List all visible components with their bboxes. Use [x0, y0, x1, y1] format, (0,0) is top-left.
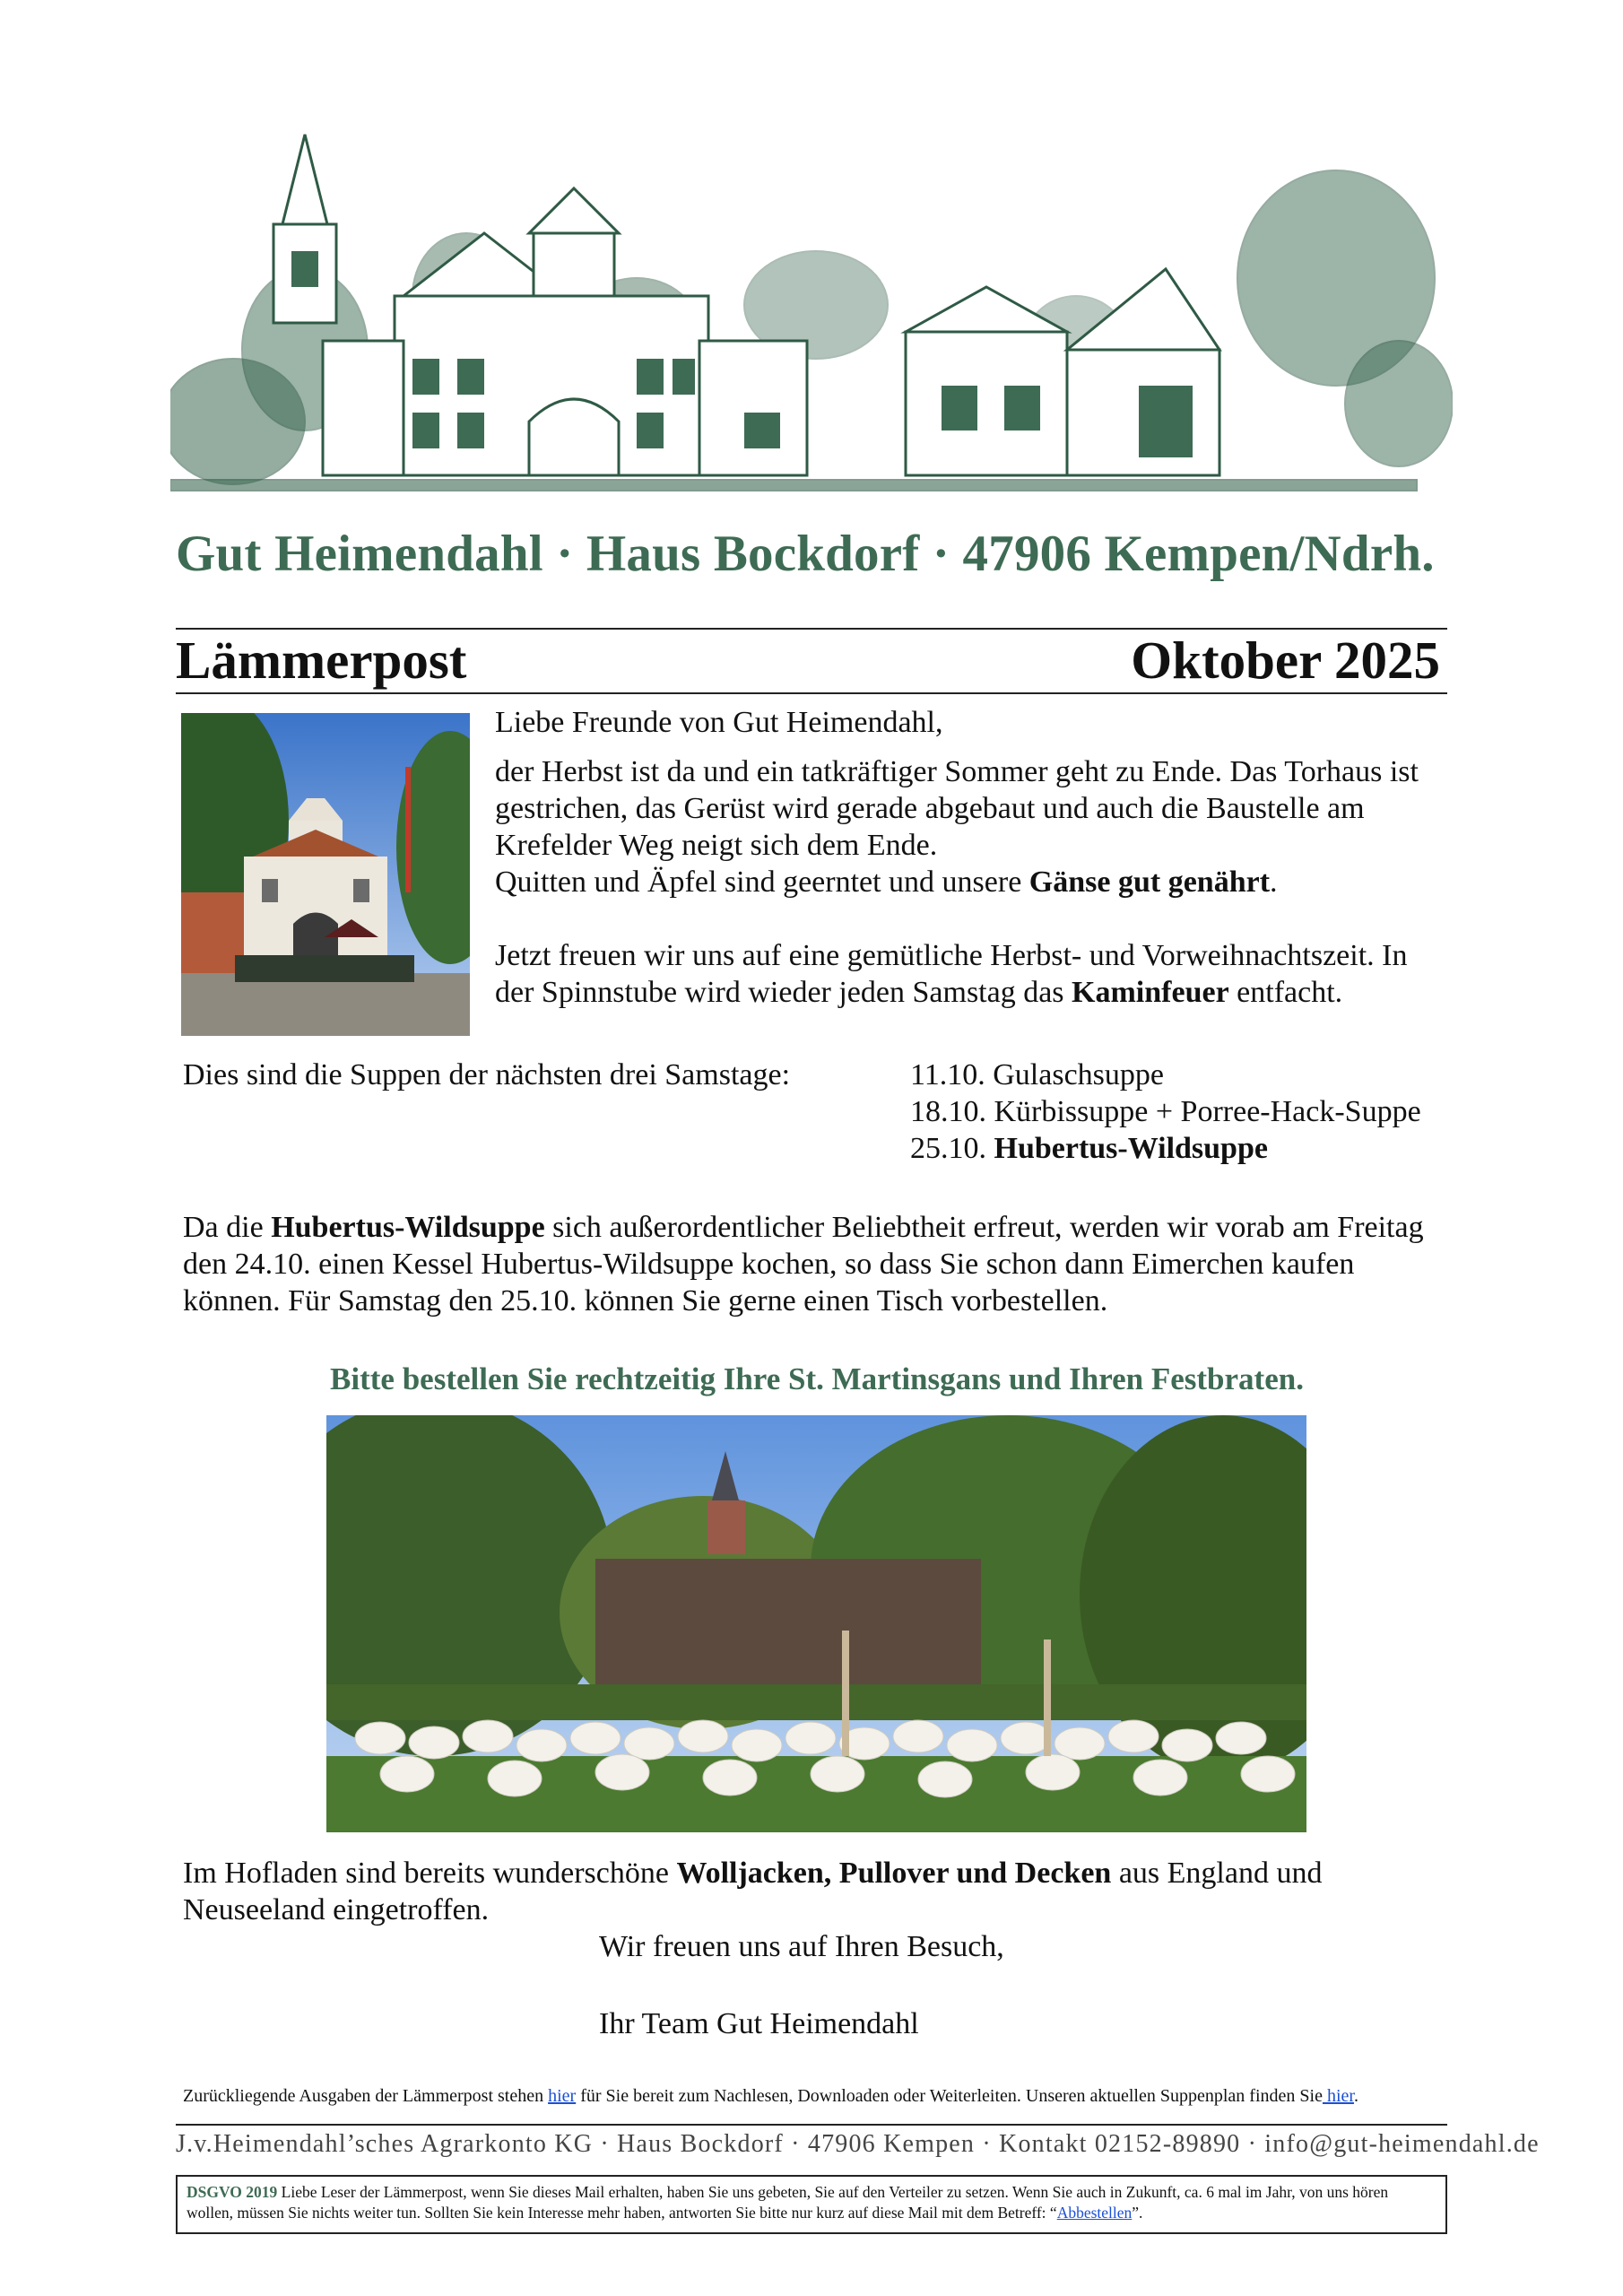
- newsletter-title: Lämmerpost: [176, 631, 467, 690]
- closing-line: Wir freuen uns auf Ihren Besuch,: [599, 1930, 1004, 1963]
- wildsuppe-highlight: Hubertus-Wildsuppe: [271, 1211, 545, 1244]
- unsubscribe-link[interactable]: Abbestellen: [1056, 2204, 1133, 2222]
- signature: Ihr Team Gut Heimendahl: [599, 2007, 919, 2040]
- soup-item: 11.10. Gulaschsuppe: [910, 1058, 1164, 1091]
- gatehouse-photo: [181, 713, 470, 1036]
- geese-photo: [326, 1415, 1306, 1832]
- geese-highlight: Gänse gut genährt: [1028, 865, 1271, 899]
- greeting: Liebe Freunde von Gut Heimendahl,: [495, 706, 943, 739]
- soup-list: [910, 1057, 1421, 1167]
- issue-header: [176, 630, 1440, 694]
- archive-note: Zurückliegende Ausgaben der Lämmerpost stehen hier für Sie bereit zum Nachlesen, Downloaden oder Weiterleiten. Unseren aktuellen Suppenplan finden Sie hier.: [183, 2086, 1358, 2106]
- soup-item: 25.10. Hubertus-Wildsuppe: [910, 1132, 1268, 1165]
- archive-link[interactable]: hier: [548, 2086, 577, 2106]
- footer-rule: [176, 2124, 1447, 2126]
- intro-paragraph-1: der Herbst ist da und ein tatkräftiger Sommer geht zu Ende. Das Torhaus ist gestrichen, das Gerüst wird gerade abgebaut und auch die Baustelle am Krefelder Weg neigt sich dem Ende.: [495, 755, 1419, 862]
- soup-plan-link[interactable]: hier: [1322, 2086, 1354, 2106]
- header-rule-bottom: [176, 692, 1447, 694]
- estate-title: Gut Heimendahl · Haus Bockdorf · 47906 Kempen/Ndrh.: [176, 526, 1435, 582]
- intro-paragraph-2: Quitten und Äpfel sind geerntet und unsere Gänse gut genährt.: [495, 865, 1278, 899]
- dsgvo-label: DSGVO 2019: [187, 2183, 278, 2201]
- wildsuppe-paragraph: Da die Hubertus-Wildsuppe sich außerordentlicher Beliebtheit erfreut, werden wir vorab am Freitag den 24.10. einen Kessel Hubertus-Wildsuppe kochen, so dass Sie schon dann Eimerchen kaufen können. Für Samstag den 25.10. können Sie gerne einen Tisch vorbestellen.: [183, 1211, 1424, 1318]
- fireplace-highlight: Kaminfeuer: [1072, 976, 1229, 1009]
- knitwear-highlight: Wolljacken, Pullover und Decken: [676, 1857, 1112, 1890]
- shop-paragraph: Im Hofladen sind bereits wunderschöne Wolljacken, Pullover und Decken aus England und Neuseeland eingetroffen.: [183, 1857, 1323, 1926]
- intro-section: [495, 704, 1445, 1011]
- soups-lead: Dies sind die Suppen der nächsten drei Samstage:: [183, 1058, 791, 1091]
- footer-contact: J.v.Heimendahl’sches Agrarkonto KG · Haus Bockdorf · 47906 Kempen · Kontakt 02152-89890 · info@gut-heimendahl.de: [176, 2130, 1540, 2158]
- issue-date: Oktober 2025: [1131, 631, 1440, 690]
- manor-illustration: [170, 126, 1453, 520]
- soup-item: 18.10. Kürbissuppe + Porree-Hack-Suppe: [910, 1095, 1421, 1128]
- intro-paragraph-3: Jetzt freuen wir uns auf eine gemütliche Herbst- und Vorweihnachtszeit. In der Spinnstube wird wieder jeden Samstag das Kaminfeuer entfacht.: [495, 939, 1408, 1009]
- dsgvo-notice: DSGVO 2019 Liebe Leser der Lämmerpost, wenn Sie dieses Mail erhalten, haben Sie uns gebeten, Sie auf den Verteiler zu setzen. Wenn Sie auch in Zukunft, ca. 6 mal im Jahr, von uns hören wollen, müssen Sie nichts weiter tun. Sollten Sie kein Interesse mehr haben, antworten Sie bitte nur kurz auf diese Mail mit dem Betreff: “Abbestellen”.: [176, 2175, 1447, 2234]
- order-call-to-action: Bitte bestellen Sie rechtzeitig Ihre St. Martinsgans und Ihren Festbraten.: [330, 1361, 1304, 1396]
